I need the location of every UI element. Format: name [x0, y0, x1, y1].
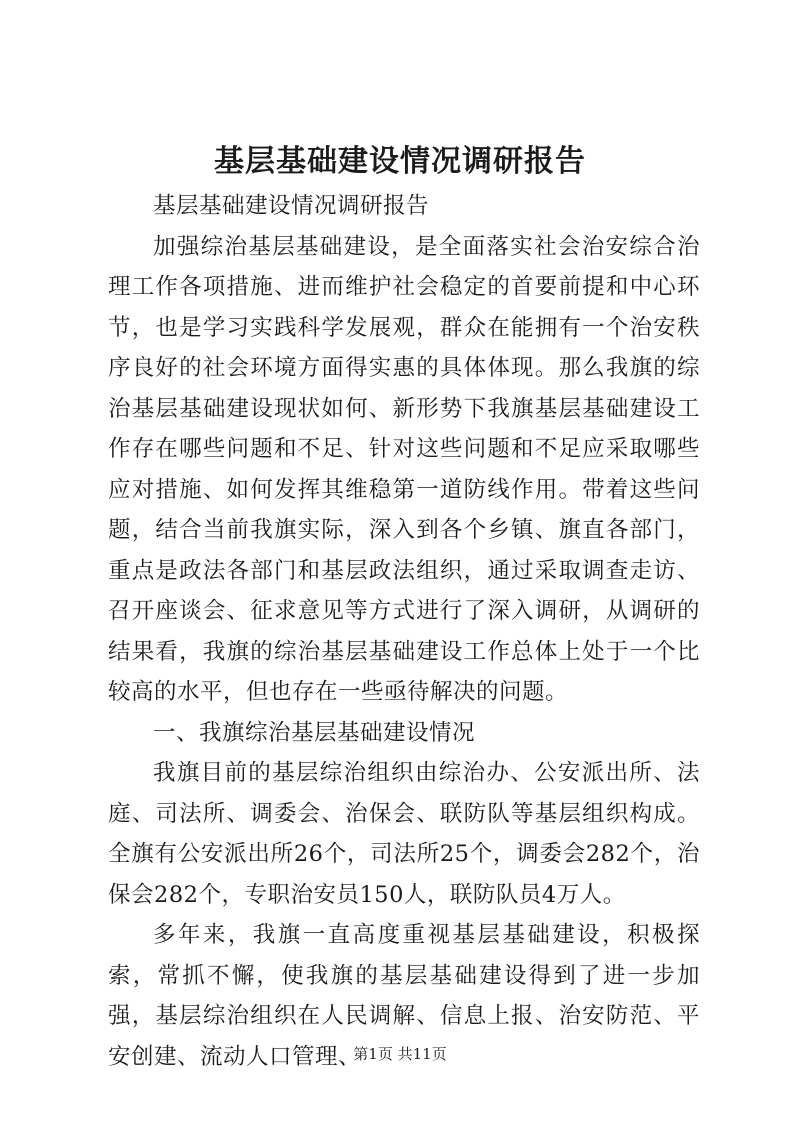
document-body — [108, 186, 700, 1077]
progress-paragraph: 多年来，我旗一直高度重视基层基础建设，积极探索，常抓不懈，使我旗的基层基础建设得到了进一步加强，基层综治组织在人民调解、信息上报、治安防范、平安创建、流动人口管理、 — [108, 922, 700, 1070]
subtitle-paragraph: 基层基础建设情况调研报告 — [153, 193, 430, 219]
document-title: 基层基础建设情况调研报告 — [214, 144, 586, 179]
organization-paragraph: 我旗目前的基层综治组织由综治办、公安派出所、法庭、司法所、调委会、治保会、联防队等基层组织构成。全旗有公安派出所26个，司法所25个，调委会282个，治保会282个，专职治安员150人，联防队员4万人。 — [108, 760, 700, 908]
section-heading: 一、我旗综治基层基础建设情况 — [153, 719, 476, 746]
page-number-footer: 第1页 共11页 — [353, 1045, 447, 1063]
intro-paragraph: 加强综治基层基础建设，是全面落实社会治安综合治理工作各项措施、进而维护社会稳定的首要前提和中心环节，也是学习实践科学发展观，群众在能拥有一个治安秩序良好的社会环境方面得实惠的具体体现。那么我旗的综治基层基础建设现状如何、新形势下我旗基层基础建设工作存在哪些问题和不足、针对这些问题和不足应采取哪些应对措施、如何发挥其维稳第一道防线作用。带着这些问题，结合当前我旗实际，深入到各个乡镇、旗直各部门，重点是政法各部门和基层政法组织，通过采取调查走访、召开座谈会、征求意见等方式进行了深入调研，从调研的结果看，我旗的综治基层基础建设工作总体上处于一个比较高的水平，但也存在一些亟待解决的问题。 — [108, 233, 700, 705]
